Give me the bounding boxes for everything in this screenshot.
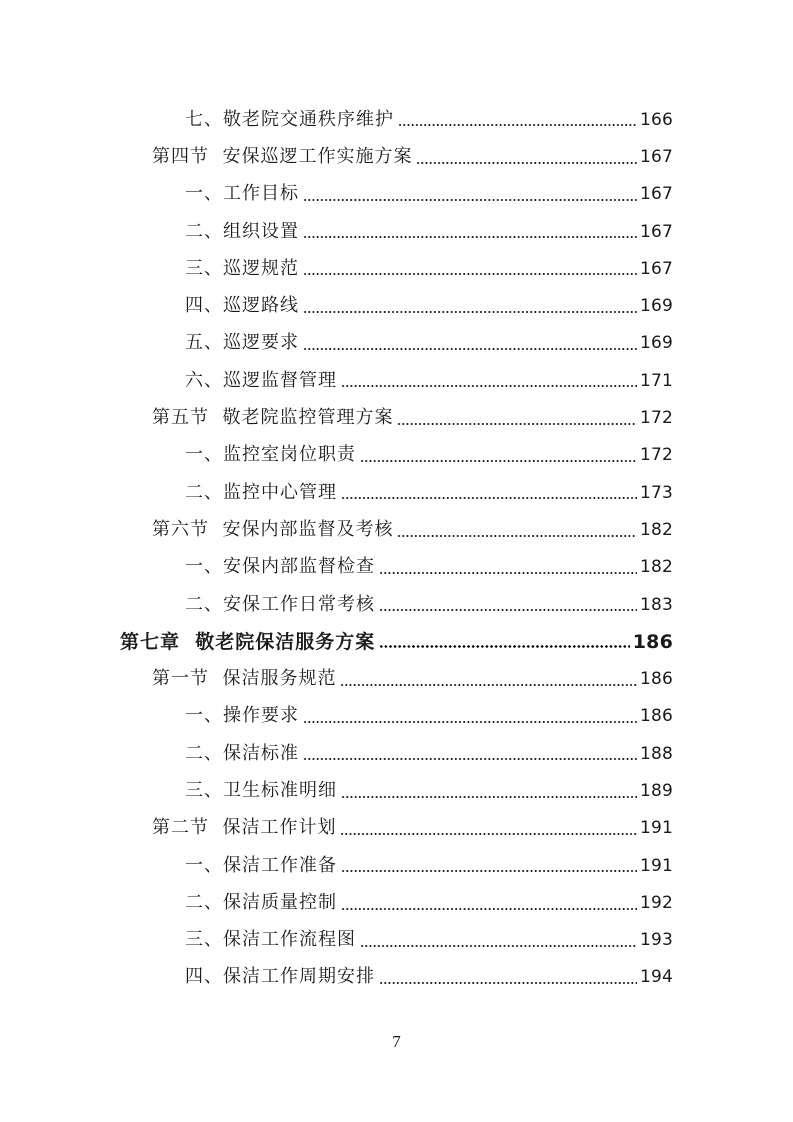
- toc-entry-title: 五、巡逻要求: [185, 332, 299, 354]
- toc-entry-title: 一、操作要求: [185, 705, 299, 727]
- toc-dot-leader: [379, 572, 637, 574]
- toc-entry-page-number: 186: [639, 706, 673, 727]
- toc-subsection-entry[interactable]: [0, 325, 793, 362]
- toc-entry-page-number: 169: [639, 296, 673, 317]
- toc-entry-title: 四、保洁工作周期安排: [185, 966, 375, 988]
- toc-dot-leader: [416, 162, 636, 164]
- toc-dot-leader: [397, 535, 636, 537]
- toc-dot-leader: [379, 982, 637, 984]
- toc-subsection-entry[interactable]: [0, 362, 793, 399]
- toc-dot-leader: [303, 721, 637, 723]
- toc-entry-title: 一、监控室岗位职责: [185, 444, 356, 466]
- toc-entry-title: 一、工作目标: [185, 183, 299, 205]
- toc-subsection-entry[interactable]: [0, 437, 793, 474]
- toc-entry-title: 第七章 敬老院保洁服务方案: [120, 630, 376, 653]
- toc-entry-page-number: 167: [639, 184, 673, 205]
- toc-subsection-entry[interactable]: [0, 847, 793, 884]
- toc-subsection-entry[interactable]: [0, 922, 793, 959]
- toc-entry-title: 七、敬老院交通秩序维护: [185, 108, 394, 130]
- toc-dot-leader: [360, 460, 637, 462]
- toc-dot-leader: [397, 423, 636, 425]
- toc-subsection-entry[interactable]: [0, 250, 793, 287]
- toc-entry-page-number: 186: [639, 669, 673, 690]
- toc-entry-title: 三、保洁工作流程图: [185, 929, 356, 951]
- toc-subsection-entry[interactable]: [0, 586, 793, 623]
- toc-dot-leader: [360, 945, 637, 947]
- toc-entry-page-number: 188: [639, 743, 673, 764]
- toc-entry-page-number: 182: [639, 519, 673, 540]
- toc-entry-title: 二、监控中心管理: [185, 481, 337, 503]
- toc-dot-leader: [379, 609, 637, 611]
- toc-dot-leader: [303, 273, 637, 275]
- toc-section-entry[interactable]: [0, 511, 793, 548]
- toc-entry-page-number: 167: [639, 258, 673, 279]
- toc-subsection-entry[interactable]: [0, 549, 793, 586]
- toc-entry-page-number: 191: [639, 818, 673, 839]
- toc-entry-title: 三、巡逻规范: [185, 257, 299, 279]
- toc-entry-title: 一、保洁工作准备: [185, 854, 337, 876]
- toc-entry-page-number: 166: [639, 109, 673, 130]
- toc-subsection-entry[interactable]: [0, 101, 793, 138]
- toc-section-entry[interactable]: [0, 660, 793, 697]
- toc-dot-leader: [379, 645, 630, 648]
- toc-entry-page-number: 186: [632, 630, 673, 653]
- toc-entry-title: 二、组织设置: [185, 220, 299, 242]
- toc-subsection-entry[interactable]: [0, 735, 793, 772]
- toc-subsection-entry[interactable]: [0, 287, 793, 324]
- toc-dot-leader: [398, 124, 637, 126]
- toc-entry-title: 第二节 保洁工作计划: [152, 817, 337, 839]
- toc-entry-title: 二、保洁质量控制: [185, 891, 337, 913]
- toc-dot-leader: [341, 497, 637, 499]
- toc-entry-page-number: 167: [639, 221, 673, 242]
- toc-entry-page-number: 182: [639, 557, 673, 578]
- toc-entry-page-number: 167: [639, 146, 673, 167]
- toc-entry-page-number: 169: [639, 333, 673, 354]
- toc-entry-title: 第五节 敬老院监控管理方案: [152, 407, 394, 429]
- toc-subsection-entry[interactable]: [0, 884, 793, 921]
- toc-section-entry[interactable]: [0, 399, 793, 436]
- toc-dot-leader: [341, 908, 637, 910]
- toc-entry-title: 第一节 保洁服务规范: [152, 668, 337, 690]
- toc-subsection-entry[interactable]: [0, 474, 793, 511]
- toc-entry-page-number: 183: [639, 594, 673, 615]
- toc-entry-page-number: 191: [639, 855, 673, 876]
- toc-entry-page-number: 172: [639, 445, 673, 466]
- toc-dot-leader: [303, 311, 637, 313]
- table-of-contents: [0, 101, 793, 996]
- toc-entry-title: 三、卫生标准明细: [185, 779, 337, 801]
- toc-dot-leader: [303, 236, 637, 238]
- toc-section-entry[interactable]: [0, 810, 793, 847]
- toc-dot-leader: [303, 348, 637, 350]
- toc-entry-page-number: 173: [639, 482, 673, 503]
- toc-dot-leader: [303, 199, 637, 201]
- toc-entry-page-number: 171: [639, 370, 673, 391]
- toc-dot-leader: [303, 758, 637, 760]
- toc-dot-leader: [340, 833, 636, 835]
- toc-subsection-entry[interactable]: [0, 213, 793, 250]
- toc-dot-leader: [341, 385, 637, 387]
- toc-subsection-entry[interactable]: [0, 698, 793, 735]
- toc-subsection-entry[interactable]: [0, 772, 793, 809]
- toc-entry-page-number: 194: [639, 967, 673, 988]
- toc-entry-page-number: 193: [639, 930, 673, 951]
- page-number: 7: [392, 1032, 401, 1051]
- toc-subsection-entry[interactable]: [0, 959, 793, 996]
- toc-dot-leader: [341, 796, 637, 798]
- toc-dot-leader: [341, 870, 637, 872]
- toc-chapter-entry[interactable]: [0, 623, 793, 660]
- toc-dot-leader: [340, 684, 636, 686]
- toc-entry-title: 第六节 安保内部监督及考核: [152, 518, 394, 540]
- toc-entry-title: 四、巡逻路线: [185, 295, 299, 317]
- toc-entry-page-number: 192: [639, 892, 673, 913]
- toc-subsection-entry[interactable]: [0, 176, 793, 213]
- toc-entry-title: 二、安保工作日常考核: [185, 593, 375, 615]
- toc-entry-title: 第四节 安保巡逻工作实施方案: [152, 145, 413, 167]
- toc-entry-page-number: 189: [639, 780, 673, 801]
- toc-entry-title: 二、保洁标准: [185, 742, 299, 764]
- toc-entry-title: 一、安保内部监督检查: [185, 556, 375, 578]
- toc-section-entry[interactable]: [0, 138, 793, 175]
- toc-entry-page-number: 172: [639, 408, 673, 429]
- toc-entry-title: 六、巡逻监督管理: [185, 369, 337, 391]
